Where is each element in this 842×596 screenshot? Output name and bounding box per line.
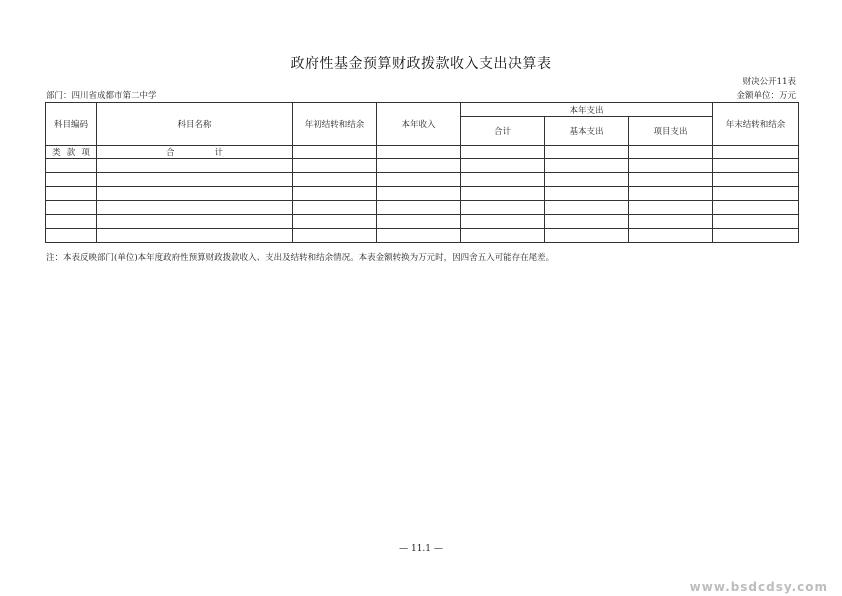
table-cell [46, 173, 97, 187]
table-cell [46, 201, 97, 215]
table-cell [461, 215, 545, 229]
table-cell [713, 187, 799, 201]
total-label: 合计 [165, 148, 263, 158]
header-closing-balance: 年末结转和结余 [713, 103, 799, 146]
table-note: 注：本表反映部门(单位)本年度政府性预算财政拨款收入、支出及结转和结余情况。本表金额转换为万元时，因四舍五入可能存在尾差。 [46, 253, 555, 263]
amount-unit-label: 金额单位：万元 [736, 91, 796, 101]
table-cell [97, 159, 293, 173]
code-part-section: 款 [66, 148, 76, 158]
table-cell [545, 187, 629, 201]
table-row [46, 201, 799, 215]
table-cell [293, 159, 377, 173]
table-cell [377, 159, 461, 173]
table-row [46, 187, 799, 201]
header-expense-project: 项目支出 [629, 117, 713, 146]
form-code: 财决公开11表 [742, 77, 796, 87]
table-cell [545, 215, 629, 229]
table-cell [293, 229, 377, 243]
table-cell [629, 187, 713, 201]
total-opening-balance [293, 146, 377, 159]
table-cell [545, 229, 629, 243]
table-cell [293, 173, 377, 187]
table-cell [713, 173, 799, 187]
table-cell [46, 215, 97, 229]
table-cell [377, 229, 461, 243]
table-cell [629, 159, 713, 173]
table-row [46, 215, 799, 229]
table-cell [545, 173, 629, 187]
header-current-income: 本年收入 [377, 103, 461, 146]
table-cell [461, 159, 545, 173]
table-cell [629, 229, 713, 243]
table-cell [377, 201, 461, 215]
table-cell [713, 229, 799, 243]
table-cell [46, 187, 97, 201]
table-cell [629, 201, 713, 215]
table-cell [629, 173, 713, 187]
header-expense-basic: 基本支出 [545, 117, 629, 146]
table-cell [377, 215, 461, 229]
table-cell [713, 159, 799, 173]
page-number: — 11.1 — [399, 544, 443, 554]
header-expense-total: 合计 [461, 117, 545, 146]
table-cell [713, 215, 799, 229]
table-cell [629, 215, 713, 229]
table-cell [46, 159, 97, 173]
table-cell [293, 201, 377, 215]
table-cell [97, 215, 293, 229]
table-cell [97, 201, 293, 215]
table-cell [377, 187, 461, 201]
total-expense-total [461, 146, 545, 159]
table-cell [545, 159, 629, 173]
document-title: 政府性基金预算财政拨款收入支出决算表 [290, 56, 552, 72]
table-cell [293, 215, 377, 229]
total-current-income [377, 146, 461, 159]
code-part-category: 类 [52, 148, 61, 158]
table-cell [293, 187, 377, 201]
header-subject-name: 科目名称 [97, 103, 293, 146]
department-label: 部门：四川省成都市第二中学 [46, 91, 157, 101]
total-closing-balance [713, 146, 799, 159]
table-cell [461, 173, 545, 187]
table-cell [97, 187, 293, 201]
watermark: www.bsdcdsy.com [689, 580, 828, 594]
table-cell [713, 201, 799, 215]
table-cell [46, 229, 97, 243]
total-expense-basic [545, 146, 629, 159]
code-part-item: 项 [81, 148, 90, 158]
code-parts-cell [46, 146, 97, 159]
budget-table [45, 102, 799, 243]
total-label-cell [97, 146, 293, 159]
data-rows [46, 159, 799, 243]
header-current-expense: 本年支出 [461, 103, 713, 117]
table-cell [97, 229, 293, 243]
header-opening-balance: 年初结转和结余 [293, 103, 377, 146]
table-cell [545, 201, 629, 215]
table-cell [461, 201, 545, 215]
table-cell [377, 173, 461, 187]
header-subject-code: 科目编码 [46, 103, 97, 146]
total-row [46, 146, 799, 159]
table-cell [97, 173, 293, 187]
table-row [46, 173, 799, 187]
table-cell [461, 229, 545, 243]
table-row [46, 229, 799, 243]
table-row [46, 159, 799, 173]
total-expense-project [629, 146, 713, 159]
table-cell [461, 187, 545, 201]
